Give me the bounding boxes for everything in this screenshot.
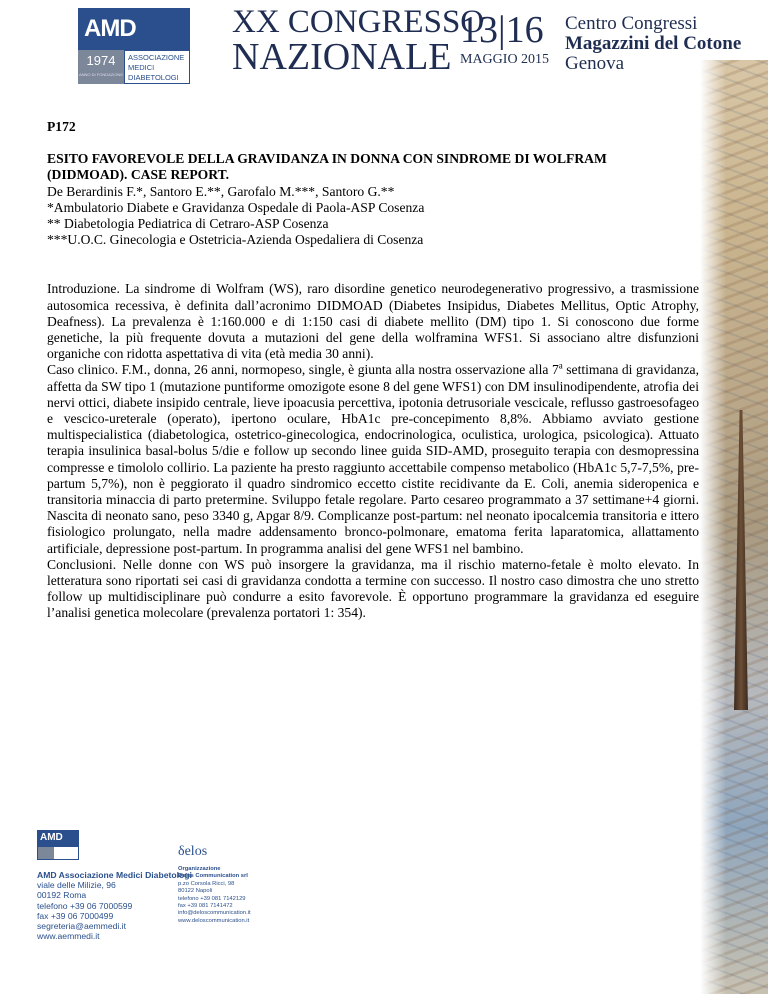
footer-amd-website: www.aemmedi.it — [37, 931, 100, 942]
abstract-body — [47, 119, 699, 622]
section-caso-clinico — [47, 362, 699, 556]
footer-delos-name: Delos Communication srl — [178, 873, 248, 880]
amd-logo-year: 1974 — [86, 53, 116, 68]
amd-logo-assoc-line: DIABETOLOGI — [128, 73, 179, 82]
lighthouse-illustration — [734, 410, 748, 710]
delos-logo: δelos — [178, 844, 208, 859]
section-conclusioni: Conclusioni. Nelle donne con WS può insorgere la gravidanza, ma il rischio materno-fetale è molto elevato. In letteratura sono riportati sei casi di gravidanza condotta a termine con successo. Il nostro caso dimostra che uno stretto follow up multidisciplinare può condurre a esito favorevole. È opportuno programmare la gravidanza ed eseguire l’analisi genetica molecolare (prevalenza portatori 1: 354). — [47, 556, 699, 621]
amd-logo-association — [124, 50, 190, 84]
footer-delos-city: 80122 Napoli — [178, 888, 213, 895]
caso-text-rest: settimana di gravidanza, affetta da SW tipo 1 (mutazione puntiforme omozigote esone 8 del gene WFS1) con DM insulinodipendente, atrofia dei nervi ottici, diabete insipido centrale, lieve ipoacusia percettiva, ipotonia detrusoriale vescicale, reflusso gastroesofageo e vescico-ureterale (operato), ipertono oculare, HbA1c pre-concepimento 8,8%. Abbiamo avviato gestione multispecialistica (diabetologica, ostetrico-ginecologica, endocrinologica, oculistica, urologica, psicologica). Attuato terapia insulinica basal-bolus 5/die e follow up secondo linee guida SID-AMD, proseguito terapia con desmopressina compresse e timololo collirio. La paziente ha presto raggiunto accettabile compenso metabolico (HbA1c 5,7-7,5%, pre-partum 5,7%), non è peggiorato il quadro sindromico eccetto cistite recidivante da E. Coli, anemia sideropenica e transitoria minaccia di parto pretermine. Sviluppo fetale regolare. Parto cesareo programmato a 37 settimane+4 giorni. Nascita di neonato sano, peso 3340 g, Apgar 8/9. Complicanze post-partum: nel neonato ipocalcemia transitoria e ittero fisiologico prolungato, nella madre addensamento bronco-polmonare, ematoma ferita laparatomica, allattamento artificiale, depressione post-partum. In programma analisi del gene WFS1 nel bambino. — [47, 362, 699, 556]
footer-delos-fax: fax +39 081 7141472 — [178, 903, 233, 910]
venue-line3: Genova — [565, 53, 625, 74]
footer-amd-email: segreteria@aemmedi.it — [37, 921, 126, 932]
abstract-affiliation: *Ambulatorio Diabete e Gravidanza Ospedale di Paola-ASP Cosenza — [47, 199, 425, 215]
congress-title-line2: NAZIONALE — [232, 36, 452, 78]
footer-amd-fax: fax +39 06 7000499 — [37, 910, 114, 921]
footer-delos-email: info@deloscommunication.it — [178, 910, 251, 917]
abstract-affiliation: ** Diabetologia Pediatrica di Cetraro-ASP Cosenza — [47, 216, 329, 232]
congress-header — [0, 0, 768, 90]
footer-amd-phone: telefono +39 06 7000599 — [37, 900, 133, 911]
congress-dates — [460, 10, 549, 70]
abstract-title-line1: ESITO FAVOREVOLE DELLA GRAVIDANZA IN DONNA CON SINDROME DI WOLFRAM — [47, 151, 607, 167]
footer-amd-city: 00192 Roma — [37, 890, 87, 901]
decorative-map-image — [700, 60, 768, 994]
amd-logo — [78, 8, 190, 90]
caso-ordinal-superscript: a — [558, 360, 563, 371]
venue-line2: Magazzini del Cotone — [565, 33, 742, 54]
footer-delos-phone: telefono +39 081 7142129 — [178, 895, 246, 902]
caso-text-start: Caso clinico. F.M., donna, 26 anni, normopeso, single, è giunta alla nostra osservazione alla 7 — [47, 362, 559, 378]
footer-delos-contacts — [178, 866, 251, 925]
amd-logo-brand: AMD — [78, 8, 190, 50]
amd-logo-year-caption: ANNO DI FONDAZIONE — [78, 72, 123, 77]
abstract-code: P172 — [47, 119, 76, 134]
footer-amd-logo-text: AMD — [37, 830, 79, 846]
footer-amd-address: viale delle Milizie, 96 — [37, 880, 116, 891]
footer-delos-label: Organizzazione — [178, 866, 221, 872]
venue-line1: Centro Congressi — [565, 13, 698, 34]
congress-month: MAGGIO 2015 — [460, 52, 550, 67]
congress-title-line1: XX CONGRESSO — [232, 4, 485, 40]
footer-delos-website: www.deloscommunication.it — [178, 917, 250, 924]
amd-logo-year-box — [78, 50, 124, 84]
abstract-affiliation: ***U.O.C. Ginecologia e Ostetricia-Azienda Ospedaliera di Cosenza — [47, 232, 424, 248]
congress-title — [232, 4, 485, 78]
footer-amd-logo — [37, 830, 79, 860]
abstract-authors: De Berardinis F.*, Santoro E.**, Garofalo M.***, Santoro G.** — [47, 183, 395, 199]
footer-delos-address: p.zo Corsola Ricci, 98 — [178, 880, 235, 887]
section-introduzione: Introduzione. La sindrome di Wolfram (WS), raro disordine genetico neurodegenerativo progressivo, a trasmissione autosomica recessiva, è definita dall’acronimo DIDMOAD (Diabetes Insipidus, Diabetes Mellitus, Optic Atrophy, Deafness). La prevalenza è 1:160.000 e di 1:150 casi di diabete mellito (DM) tipo 1. Si conoscono due forme genetiche, la più frequente dovuta a mutazioni del gene della wolframina WFS1. Si associano altre disfunzioni organiche con ridotta aspettativa di vita (età media 30 anni). — [47, 281, 699, 362]
footer-amd-contacts — [37, 870, 192, 941]
amd-logo-assoc-line: ASSOCIAZIONE — [128, 53, 185, 62]
footer-amd-name: AMD Associazione Medici Diabetologi — [37, 870, 192, 880]
amd-logo-assoc-line: MEDICI — [128, 63, 155, 72]
footer-amd-logo-band — [37, 846, 79, 860]
congress-days: 13|16 — [460, 9, 544, 51]
abstract-title-line2: (DIDMOAD). CASE REPORT. — [47, 167, 230, 183]
section-spacer — [47, 248, 699, 281]
